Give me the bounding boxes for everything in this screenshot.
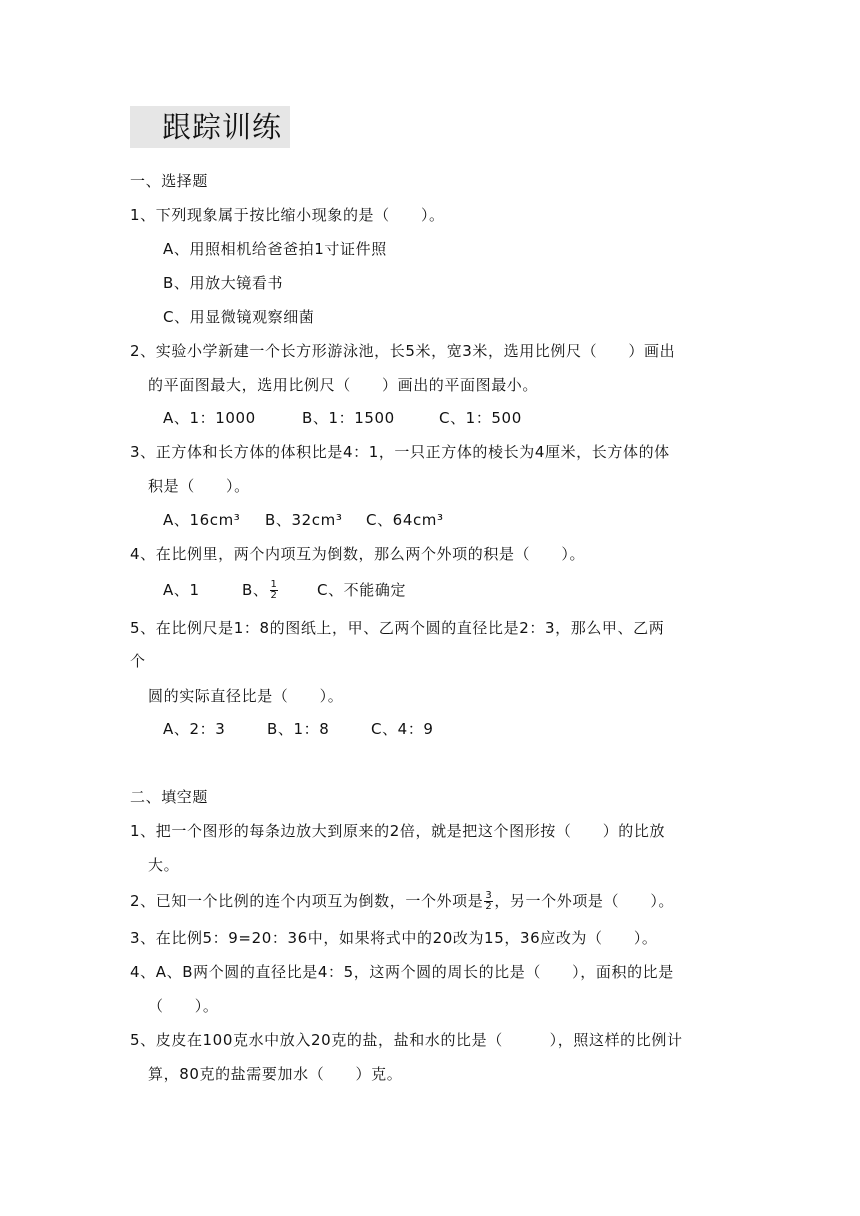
fill-question-2-prefix: 2、已知一个比例的连个内项互为倒数，一个外项是 (130, 892, 484, 910)
question-1-stem: 1、下列现象属于按比缩小现象的是（ ）。 (130, 206, 445, 224)
question-2-options (163, 407, 522, 429)
question-4-option-b (242, 579, 317, 601)
question-5-stem-line3: 圆的实际直径比是（ ）。 (148, 687, 344, 705)
question-4-option-c: C、不能确定 (317, 581, 407, 599)
question-4-options (163, 579, 406, 601)
question-5-option-c: C、4：9 (371, 720, 434, 738)
question-4-stem: 4、在比例里，两个内项互为倒数，那么两个外项的积是（ ）。 (130, 545, 586, 563)
fraction-denominator: 2 (485, 901, 493, 912)
fraction-one-half (270, 580, 279, 601)
question-1-option-c: C、用显微镜观察细菌 (163, 308, 315, 326)
question-5-stem-line2: 个 (130, 652, 146, 670)
fraction-denominator: 2 (270, 590, 278, 601)
question-4-option-a: A、1 (163, 581, 200, 599)
question-3-options (163, 509, 444, 531)
fraction-numerator: 3 (485, 890, 493, 901)
section-heading-choice: 一、选择题 (130, 172, 209, 190)
fill-question-4-line2: （ ）。 (148, 997, 219, 1015)
fill-question-1-line2: 大。 (148, 856, 180, 874)
question-3-option-c: C、64cm³ (366, 511, 444, 529)
question-2-stem-line2: 的平面图最大，选用比例尺（ ）画出的平面图最小。 (148, 376, 539, 394)
fill-question-3: 3、在比例5：9=20：36中，如果将式中的20改为15，36应改为（ ）。 (130, 929, 658, 947)
fill-question-2 (130, 890, 674, 912)
title-banner (130, 106, 290, 148)
question-5-option-b: B、1：8 (267, 720, 330, 738)
option-b-prefix: B、 (242, 581, 269, 599)
question-2-option-b: B、1：1500 (302, 409, 395, 427)
question-3-option-b: B、32cm³ (265, 511, 343, 529)
fill-question-4-line1: 4、A、B两个圆的直径比是4：5，这两个圆的周长的比是（ ），面积的比是 (130, 963, 674, 981)
fraction-numerator: 1 (270, 579, 278, 590)
question-1-option-a: A、用照相机给爸爸拍1寸证件照 (163, 240, 387, 258)
question-5-option-a: A、2：3 (163, 720, 226, 738)
question-3-stem-line2: 积是（ ）。 (148, 477, 250, 495)
fill-question-5-line1: 5、皮皮在100克水中放入20克的盐，盐和水的比是（ ），照这样的比例计 (130, 1031, 683, 1049)
fill-question-1-line1: 1、把一个图形的每条边放大到原来的2倍，就是把这个图形按（ ）的比放 (130, 822, 666, 840)
question-3-stem-line1: 3、正方体和长方体的体积比是4：1，一只正方体的棱长为4厘米，长方体的体 (130, 443, 670, 461)
section-heading-fill: 二、填空题 (130, 788, 209, 806)
question-3-option-a: A、16cm³ (163, 511, 241, 529)
question-1-option-b: B、用放大镜看书 (163, 274, 284, 292)
fill-question-2-suffix: ，另一个外项是（ ）。 (494, 892, 675, 910)
question-2-stem-line1: 2、实验小学新建一个长方形游泳池，长5米，宽3米，选用比例尺（ ）画出 (130, 342, 676, 360)
question-5-options (163, 718, 434, 740)
question-2-option-c: C、1：500 (439, 409, 522, 427)
fraction-three-halves (484, 891, 493, 912)
question-5-stem-line1: 5、在比例尺是1：8的图纸上，甲、乙两个圆的直径比是2：3，那么甲、乙两 (130, 619, 665, 637)
fill-question-5-line2: 算，80克的盐需要加水（ ）克。 (148, 1065, 403, 1083)
page-title: 跟踪训练 (162, 110, 283, 144)
question-2-option-a: A、1：1000 (163, 409, 256, 427)
